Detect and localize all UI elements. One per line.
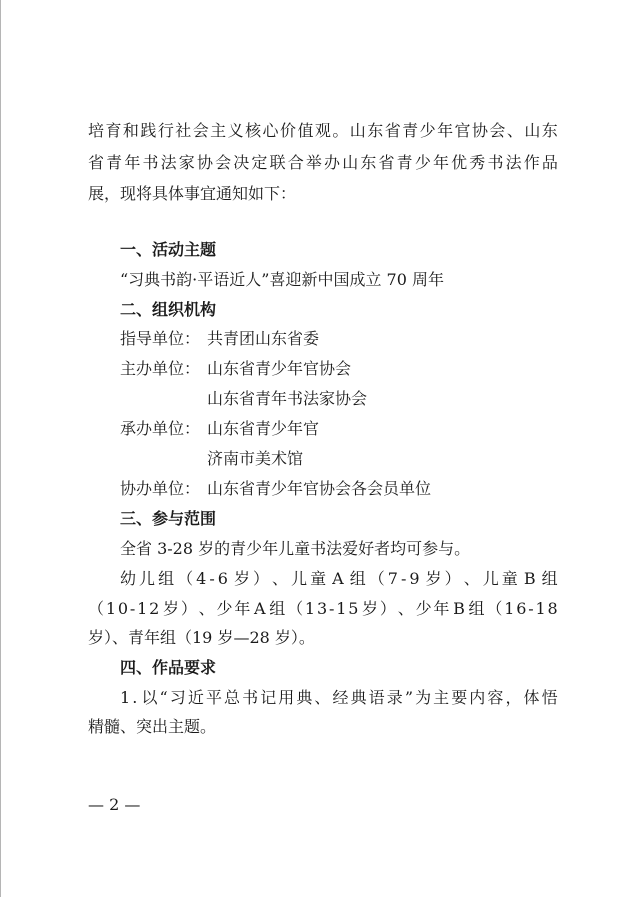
section-heading-organization: 二、组织机构 (120, 300, 217, 319)
theme-text: “习典书韵·平语近人”喜迎新中国成立 70 周年 (120, 270, 444, 289)
intro-line-3: 展，现将具体事宜通知如下： (88, 184, 297, 203)
intro-line-2: 省 青 年 书 法 家 协 会 决 定 联 合 举 办 山 东 省 青 少 年 优 秀 书 法 作 品 (88, 153, 558, 172)
section-heading-scope: 三、参与范围 (120, 509, 217, 528)
host-unit-value-1: 山东省青少年官协会 (207, 359, 352, 378)
requirement-1-line-2: 精髓、突出主题。 (88, 717, 217, 736)
scope-text: 全省 3-28 岁的青少年儿童书法爱好者均可参与。 (120, 539, 471, 558)
co-unit-label: 协办单位： (120, 479, 201, 498)
guide-unit-value: 共青团山东省委 (207, 329, 320, 348)
host-unit-value-2: 山东省青年书法家协会 (207, 389, 368, 408)
groups-line-1: 幼 儿 组 （ 4 - 6 岁 ） 、 儿 童 A 组 （ 7 - 9 岁 ） 、 儿 童 B 组 (120, 569, 558, 588)
section-heading-requirements: 四、作品要求 (120, 658, 217, 677)
requirement-1-line-1: 1 . 以 “ 习 近 平 总 书 记 用 典 、 经 典 语 录 ” 为 主 要 内 容 ， 体 悟 (120, 688, 558, 707)
groups-line-2: （ 1 0 - 1 2 岁 ） 、 少 年 A 组 （ 1 3 - 1 5 岁 ） 、 少 年 B 组 （ 1 6 - 1 8 (88, 599, 558, 618)
section-heading-theme: 一、活动主题 (120, 240, 217, 259)
organizer-unit-value-2: 济南市美术馆 (207, 449, 304, 468)
guide-unit-label: 指导单位： (120, 329, 201, 348)
intro-line-1: 培 育 和 践 行 社 会 主 义 核 心 价 值 观 。 山 东 省 青 少 年 官 协 会 、 山 东 (88, 121, 558, 140)
organizer-unit-label: 承办单位： (120, 419, 201, 438)
co-unit-value: 山东省青少年官协会各会员单位 (207, 479, 432, 498)
page-number: — 2 — (88, 795, 141, 814)
groups-line-3: 岁）、青年组（19 岁—28 岁）。 (88, 628, 315, 647)
page-left-border (0, 0, 1, 897)
organizer-unit-value-1: 山东省青少年官 (207, 419, 320, 438)
host-unit-label: 主办单位： (120, 359, 201, 378)
